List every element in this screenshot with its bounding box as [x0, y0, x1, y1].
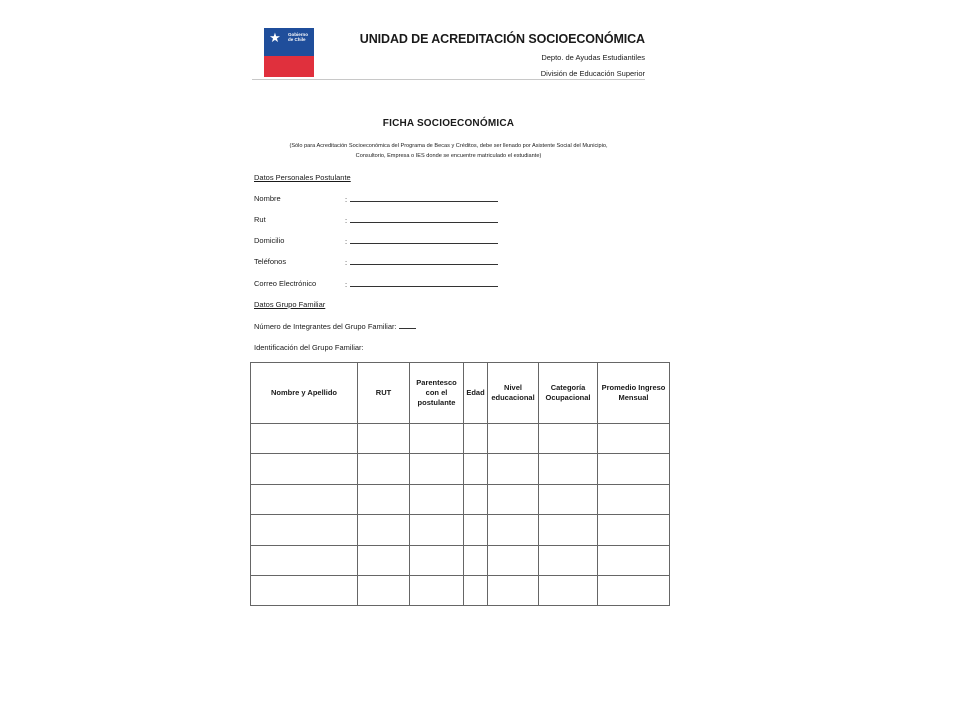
table-cell[interactable] — [539, 515, 598, 545]
table-cell[interactable] — [251, 424, 358, 454]
table-cell[interactable] — [410, 454, 464, 484]
field-label-rut: Rut — [254, 215, 266, 224]
column-header: Promedio Ingreso Mensual — [598, 363, 670, 424]
field-input-nombre[interactable]: : — [345, 194, 498, 204]
table-cell[interactable] — [488, 484, 539, 514]
table-cell[interactable] — [251, 575, 358, 605]
table-cell[interactable] — [464, 424, 488, 454]
table-cell[interactable] — [358, 515, 410, 545]
form-note-line-2: Consultorio, Empresa o IES donde se encuentre matriculado el estudiante) — [355, 153, 542, 159]
table-cell[interactable] — [539, 545, 598, 575]
field-label-correo: Correo Electrónico — [254, 279, 317, 288]
table-cell[interactable] — [251, 454, 358, 484]
table-cell[interactable] — [598, 484, 670, 514]
star-icon: ★ — [269, 30, 281, 45]
table-row — [251, 454, 670, 484]
table-cell[interactable] — [539, 454, 598, 484]
family-table — [250, 362, 670, 606]
table-cell[interactable] — [358, 424, 410, 454]
column-header: Edad — [464, 363, 488, 424]
table-row — [251, 575, 670, 605]
table-cell[interactable] — [598, 424, 670, 454]
header-subtitle-department: Depto. de Ayudas Estudiantiles — [541, 53, 645, 62]
table-row — [251, 545, 670, 575]
table-cell[interactable] — [464, 454, 488, 484]
table-cell[interactable] — [410, 575, 464, 605]
field-label-nombre: Nombre — [254, 194, 281, 203]
logo-text: Gobierno de Chile — [288, 32, 308, 42]
section-family-data: Datos Grupo Familiar — [254, 300, 326, 309]
column-header: RUT — [358, 363, 410, 424]
header-title: UNIDAD DE ACREDITACIÓN SOCIOECONÓMICA — [359, 32, 645, 46]
field-input-domicilio[interactable]: : — [345, 236, 498, 246]
form-title: FICHA SOCIOECONÓMICA — [382, 118, 515, 129]
table-header-row — [251, 363, 670, 424]
table-cell[interactable] — [410, 424, 464, 454]
table-cell[interactable] — [488, 545, 539, 575]
column-header: Nivel educacional — [488, 363, 539, 424]
family-table-body — [251, 424, 670, 606]
gobierno-de-chile-logo — [264, 28, 314, 77]
table-cell[interactable] — [488, 454, 539, 484]
table-cell[interactable] — [358, 454, 410, 484]
table-cell[interactable] — [410, 484, 464, 514]
section-personal-data: Datos Personales Postulante — [254, 173, 351, 182]
header-subtitle-division: División de Educación Superior — [540, 69, 645, 78]
table-cell[interactable] — [598, 454, 670, 484]
field-label-domicilio: Domicilio — [254, 236, 285, 245]
column-header: Parentesco con el postulante — [410, 363, 464, 424]
table-cell[interactable] — [358, 484, 410, 514]
table-cell[interactable] — [410, 545, 464, 575]
table-cell[interactable] — [488, 515, 539, 545]
members-count-field[interactable]: Número de Integrantes del Grupo Familiar: — [254, 321, 416, 331]
table-cell[interactable] — [488, 575, 539, 605]
table-cell[interactable] — [251, 545, 358, 575]
table-row — [251, 484, 670, 514]
table-cell[interactable] — [539, 484, 598, 514]
table-cell[interactable] — [464, 575, 488, 605]
table-row — [251, 424, 670, 454]
field-input-telefonos[interactable]: : — [345, 257, 498, 267]
field-label-telefonos: Teléfonos — [254, 257, 287, 266]
table-cell[interactable] — [464, 515, 488, 545]
table-cell[interactable] — [251, 515, 358, 545]
table-cell[interactable] — [488, 424, 539, 454]
table-cell[interactable] — [598, 575, 670, 605]
table-cell[interactable] — [410, 515, 464, 545]
table-cell[interactable] — [598, 515, 670, 545]
table-cell[interactable] — [358, 545, 410, 575]
table-cell[interactable] — [539, 575, 598, 605]
table-cell[interactable] — [539, 424, 598, 454]
table-cell[interactable] — [464, 545, 488, 575]
column-header: Nombre y Apellido — [251, 363, 358, 424]
family-identification-label: Identificación del Grupo Familiar: — [254, 343, 364, 352]
header-divider — [252, 79, 645, 80]
column-header: Categoría Ocupacional — [539, 363, 598, 424]
form-note-line-1: (Sólo para Acreditación Socioeconómica del Programa de Becas y Créditos, debe ser llenado por Asistente Social del Municipio, — [289, 143, 608, 149]
table-cell[interactable] — [464, 484, 488, 514]
field-input-correo[interactable]: : — [345, 279, 498, 289]
table-cell[interactable] — [358, 575, 410, 605]
table-cell[interactable] — [251, 484, 358, 514]
table-row — [251, 515, 670, 545]
field-input-rut[interactable]: : — [345, 215, 498, 225]
table-cell[interactable] — [598, 545, 670, 575]
